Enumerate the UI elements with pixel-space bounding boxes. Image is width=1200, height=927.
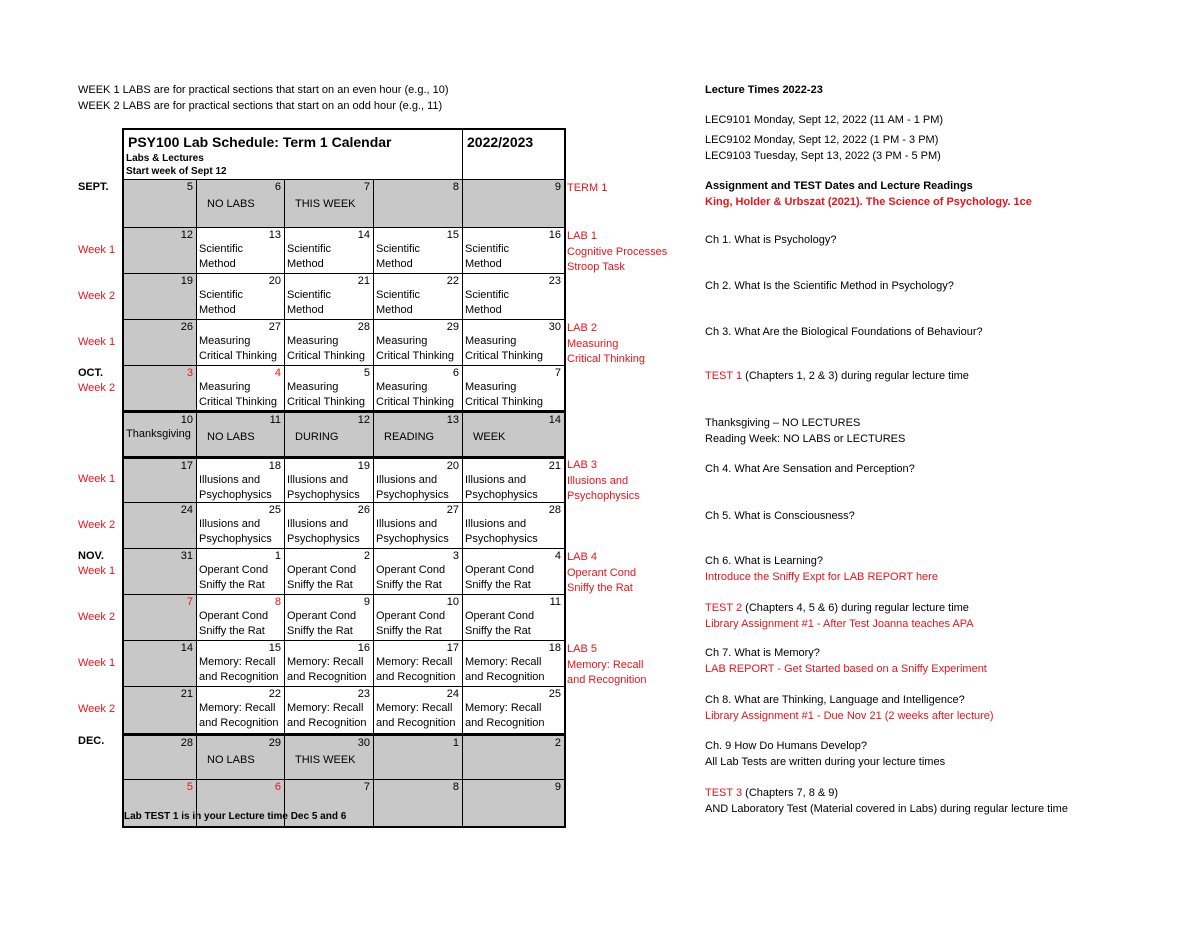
reading-text: Ch 7. What is Memory? bbox=[705, 647, 820, 659]
calendar-day-cell bbox=[374, 503, 463, 549]
calendar-day-cell bbox=[374, 366, 463, 411]
lab-label: Memory: Recall bbox=[567, 658, 644, 671]
day-number: 1 bbox=[452, 737, 459, 749]
day-activity: Operant Cond Sniffy the Rat bbox=[465, 610, 535, 637]
day-activity: Measuring Critical Thinking bbox=[465, 335, 544, 362]
day-number: 9 bbox=[554, 781, 561, 793]
day-number: 15 bbox=[268, 642, 281, 654]
day-number: 6 bbox=[274, 781, 281, 793]
day-activity: Memory: Recall and Recognition bbox=[376, 702, 456, 729]
day-activity: Measuring Critical Thinking bbox=[465, 381, 544, 408]
reading-line bbox=[705, 663, 987, 675]
reading-highlight: LAB REPORT - Get Started based on a Sniffy Experiment bbox=[705, 663, 987, 675]
week-label: Week 1 bbox=[78, 657, 116, 669]
day-number: 6 bbox=[274, 181, 281, 193]
reading-text: Ch 8. What are Thinking, Language and Intelligence? bbox=[705, 694, 965, 706]
week2-note: WEEK 2 LABS are for practical sections that start on an odd hour (e.g., 11) bbox=[78, 100, 443, 112]
day-number: 26 bbox=[357, 504, 370, 516]
day-number: 8 bbox=[452, 181, 459, 193]
reading-line bbox=[705, 370, 969, 382]
reading-line bbox=[705, 710, 994, 722]
reading-text: (Chapters 1, 2 & 3) during regular lecture time bbox=[742, 370, 969, 382]
calendar-day-cell bbox=[197, 274, 285, 320]
calendar-day-cell bbox=[463, 687, 566, 734]
day-activity: Scientific Method bbox=[287, 289, 332, 316]
calendar-day-cell bbox=[285, 641, 374, 687]
calendar-day-cell bbox=[197, 457, 285, 503]
day-number: 3 bbox=[452, 550, 459, 562]
calendar-day-cell bbox=[285, 228, 374, 274]
calendar-day-cell bbox=[285, 274, 374, 320]
calendar-day-cell bbox=[463, 320, 566, 366]
day-notice: NO LABS bbox=[207, 754, 255, 766]
reading-text: (Chapters 4, 5 & 6) during regular lecture time bbox=[742, 602, 969, 614]
calendar-day-cell bbox=[122, 366, 197, 411]
calendar-bottom-border bbox=[122, 826, 566, 828]
reading-line bbox=[705, 433, 905, 445]
day-activity: Measuring Critical Thinking bbox=[376, 335, 455, 362]
lab-label: Measuring bbox=[567, 337, 619, 350]
calendar-day-cell bbox=[122, 320, 197, 366]
calendar-day-cell bbox=[122, 180, 197, 228]
reading-highlight: TEST 3 bbox=[705, 787, 743, 799]
day-number: 28 bbox=[180, 737, 193, 749]
reading-text: (Chapters 7, 8 & 9) bbox=[742, 787, 839, 799]
day-number: 24 bbox=[180, 504, 193, 516]
calendar-day-cell bbox=[122, 641, 197, 687]
day-number: 27 bbox=[268, 321, 281, 333]
reading-text: Thanksgiving – NO LECTURES bbox=[705, 417, 861, 429]
lab-label: LAB 4 bbox=[567, 551, 597, 563]
calendar-day-cell bbox=[285, 734, 374, 780]
day-number: 18 bbox=[548, 642, 561, 654]
day-activity: Memory: Recall and Recognition bbox=[465, 656, 545, 683]
reading-text: Ch 1. What is Psychology? bbox=[705, 234, 837, 246]
week-label: Week 1 bbox=[78, 244, 116, 256]
day-number: 14 bbox=[357, 229, 370, 241]
reading-text: Ch 6. What is Learning? bbox=[705, 555, 824, 567]
day-notice: READING bbox=[384, 431, 435, 443]
reading-highlight: Library Assignment #1 - After Test Joanna teaches APA bbox=[705, 618, 974, 630]
day-number: 23 bbox=[548, 275, 561, 287]
calendar-day-cell bbox=[197, 180, 285, 228]
day-number: 8 bbox=[274, 596, 281, 608]
calendar-day-cell bbox=[197, 228, 285, 274]
day-number: 25 bbox=[548, 688, 561, 700]
calendar-day-cell bbox=[374, 641, 463, 687]
day-notice: NO LABS bbox=[207, 198, 255, 210]
day-activity: Memory: Recall and Recognition bbox=[376, 656, 456, 683]
day-number: 23 bbox=[357, 688, 370, 700]
calendar-day-cell bbox=[197, 549, 285, 595]
month-label: SEPT. bbox=[78, 181, 109, 193]
week-label: Week 2 bbox=[78, 703, 116, 715]
day-number: 18 bbox=[268, 460, 281, 472]
day-activity: Memory: Recall and Recognition bbox=[199, 656, 279, 683]
day-number: 12 bbox=[180, 229, 193, 241]
reading-highlight: Library Assignment #1 - Due Nov 21 (2 weeks after lecture) bbox=[705, 710, 994, 722]
day-activity: Operant Cond Sniffy the Rat bbox=[376, 610, 446, 637]
calendar-day-cell bbox=[122, 228, 197, 274]
reading-line bbox=[705, 647, 820, 659]
calendar-year-header bbox=[463, 128, 566, 180]
week-label: Week 1 bbox=[78, 473, 116, 485]
calendar-day-cell bbox=[463, 274, 566, 320]
lab-label: Sniffy the Rat bbox=[567, 582, 633, 594]
day-number: 7 bbox=[363, 181, 370, 193]
day-activity: Scientific Method bbox=[465, 243, 510, 270]
calendar-day-cell bbox=[285, 595, 374, 641]
day-number: 14 bbox=[548, 414, 561, 426]
day-activity: Operant Cond Sniffy the Rat bbox=[199, 564, 269, 591]
lab-label: Stroop Task bbox=[567, 261, 625, 273]
calendar-day-cell bbox=[122, 274, 197, 320]
reading-line bbox=[705, 694, 965, 706]
day-number: 15 bbox=[446, 229, 459, 241]
day-number: 25 bbox=[268, 504, 281, 516]
calendar-day-cell bbox=[374, 687, 463, 734]
day-activity: Measuring Critical Thinking bbox=[287, 335, 366, 362]
day-number: 26 bbox=[180, 321, 193, 333]
reading-text: Ch 5. What is Consciousness? bbox=[705, 510, 855, 522]
day-activity: Illusions and Psychophysics bbox=[199, 518, 272, 545]
day-number: 7 bbox=[186, 596, 193, 608]
week-label: Week 2 bbox=[78, 382, 116, 394]
day-number: 4 bbox=[274, 367, 281, 379]
day-activity: Operant Cond Sniffy the Rat bbox=[199, 610, 269, 637]
reading-line bbox=[705, 555, 823, 567]
reading-text: All Lab Tests are written during your lecture times bbox=[705, 756, 946, 768]
day-activity: Scientific Method bbox=[376, 243, 421, 270]
calendar-day-cell bbox=[463, 734, 566, 780]
lab-test-footer: Lab TEST 1 is in your Lecture time Dec 5 and 6 bbox=[124, 811, 347, 822]
reading-line bbox=[705, 510, 855, 522]
calendar-day-cell bbox=[463, 595, 566, 641]
day-number: 7 bbox=[363, 781, 370, 793]
reading-line bbox=[705, 618, 974, 630]
day-activity: Operant Cond Sniffy the Rat bbox=[465, 564, 535, 591]
day-number: 17 bbox=[446, 642, 459, 654]
day-number: 5 bbox=[363, 367, 370, 379]
calendar-day-cell bbox=[122, 411, 197, 457]
calendar-day-cell bbox=[285, 320, 374, 366]
day-number: 24 bbox=[446, 688, 459, 700]
month-label: NOV. bbox=[78, 550, 104, 562]
day-number: 8 bbox=[452, 781, 459, 793]
calendar-day-cell bbox=[463, 457, 566, 503]
day-activity: Measuring Critical Thinking bbox=[287, 381, 366, 408]
day-number: 11 bbox=[269, 414, 281, 426]
calendar-day-cell bbox=[285, 180, 374, 228]
day-activity: Illusions and Psychophysics bbox=[465, 474, 538, 501]
lab-label: Critical Thinking bbox=[567, 353, 646, 365]
reading-line bbox=[705, 602, 969, 614]
reading-text: Ch 4. What Are Sensation and Perception? bbox=[705, 463, 915, 475]
day-activity: Measuring Critical Thinking bbox=[376, 381, 455, 408]
calendar-day-cell bbox=[197, 411, 285, 457]
reading-line bbox=[705, 417, 860, 429]
day-notice: THIS WEEK bbox=[295, 198, 356, 210]
month-label: DEC. bbox=[78, 735, 105, 747]
calendar-day-cell bbox=[463, 549, 566, 595]
lab-label: and Recognition bbox=[567, 674, 647, 686]
day-number: 19 bbox=[357, 460, 370, 472]
calendar-day-cell bbox=[374, 457, 463, 503]
calendar-day-cell bbox=[374, 411, 463, 457]
calendar-day-cell bbox=[463, 366, 566, 411]
day-activity: Illusions and Psychophysics bbox=[287, 474, 360, 501]
week-label: Week 2 bbox=[78, 290, 116, 302]
week-label: Week 2 bbox=[78, 611, 116, 623]
day-activity: Scientific Method bbox=[199, 289, 244, 316]
day-number: 28 bbox=[357, 321, 370, 333]
day-number: 29 bbox=[268, 737, 281, 749]
calendar-day-cell bbox=[122, 503, 197, 549]
readings-heading: Assignment and TEST Dates and Lecture Readings bbox=[705, 180, 973, 192]
lab-schedule-calendar bbox=[122, 128, 566, 828]
day-activity: Scientific Method bbox=[465, 289, 510, 316]
calendar-day-cell bbox=[374, 274, 463, 320]
calendar-day-cell bbox=[374, 780, 463, 828]
day-number: 17 bbox=[180, 460, 193, 472]
day-activity: Measuring Critical Thinking bbox=[199, 381, 278, 408]
day-number: 29 bbox=[446, 321, 459, 333]
calendar-day-cell bbox=[122, 457, 197, 503]
day-number: 19 bbox=[180, 275, 193, 287]
day-activity: Operant Cond Sniffy the Rat bbox=[287, 610, 357, 637]
day-number: 2 bbox=[554, 737, 561, 749]
calendar-title: PSY100 Lab Schedule: Term 1 Calendar bbox=[128, 134, 392, 150]
reading-line bbox=[705, 571, 938, 583]
reading-line bbox=[705, 803, 1068, 815]
day-notice: DURING bbox=[295, 431, 339, 443]
lab-label: LAB 5 bbox=[567, 643, 597, 655]
day-number: 31 bbox=[180, 550, 193, 562]
day-number: 20 bbox=[446, 460, 459, 472]
day-number: 10 bbox=[180, 414, 193, 426]
reading-highlight: TEST 2 bbox=[705, 602, 743, 614]
day-number: 21 bbox=[548, 460, 561, 472]
day-number: 2 bbox=[363, 550, 370, 562]
reading-text: Ch. 9 How Do Humans Develop? bbox=[705, 740, 868, 752]
day-activity: Memory: Recall and Recognition bbox=[287, 656, 367, 683]
calendar-day-cell bbox=[463, 180, 566, 228]
calendar-day-cell bbox=[285, 687, 374, 734]
week-label: Week 1 bbox=[78, 336, 116, 348]
day-number: 20 bbox=[268, 275, 281, 287]
textbook-reference: King, Holder & Urbszat (2021). The Science of Psychology. 1ce bbox=[705, 196, 1032, 208]
day-notice: WEEK bbox=[473, 431, 506, 443]
calendar-day-cell bbox=[285, 411, 374, 457]
lab-label: Illusions and bbox=[567, 474, 629, 487]
calendar-day-cell bbox=[463, 780, 566, 828]
lecture-time: LEC9102 Monday, Sept 12, 2022 (1 PM - 3 PM) bbox=[705, 134, 939, 146]
reading-line bbox=[705, 787, 838, 799]
reading-line bbox=[705, 234, 836, 246]
calendar-day-cell bbox=[197, 503, 285, 549]
day-activity: Memory: Recall and Recognition bbox=[465, 702, 545, 729]
day-number: 13 bbox=[446, 414, 459, 426]
day-activity: Illusions and Psychophysics bbox=[287, 518, 360, 545]
calendar-day-cell bbox=[285, 549, 374, 595]
lab-label: LAB 1 bbox=[567, 230, 597, 242]
day-number: 22 bbox=[446, 275, 459, 287]
calendar-day-cell bbox=[197, 734, 285, 780]
day-number: 9 bbox=[554, 181, 561, 193]
reading-text: Ch 3. What Are the Biological Foundations of Behaviour? bbox=[705, 326, 983, 338]
lecture-times-heading: Lecture Times 2022-23 bbox=[705, 84, 823, 96]
day-activity: Memory: Recall and Recognition bbox=[199, 702, 279, 729]
reading-text: Ch 2. What Is the Scientific Method in Psychology? bbox=[705, 280, 954, 292]
day-activity: Operant Cond Sniffy the Rat bbox=[287, 564, 357, 591]
reading-highlight: Introduce the Sniffy Expt for LAB REPORT here bbox=[705, 571, 938, 583]
calendar-year: 2022/2023 bbox=[467, 134, 534, 150]
day-number: 16 bbox=[548, 229, 561, 241]
day-number: 11 bbox=[549, 596, 561, 608]
calendar-day-cell bbox=[197, 595, 285, 641]
calendar-day-cell bbox=[374, 180, 463, 228]
month-label: OCT. bbox=[78, 367, 104, 379]
calendar-day-cell bbox=[463, 641, 566, 687]
reading-line bbox=[705, 326, 983, 338]
day-number: 28 bbox=[548, 504, 561, 516]
calendar-day-cell bbox=[374, 595, 463, 641]
lab-label: Psychophysics bbox=[567, 490, 640, 502]
day-number: 6 bbox=[452, 367, 459, 379]
reading-text: AND Laboratory Test (Material covered in Labs) during regular lecture time bbox=[705, 803, 1068, 815]
lab-label: LAB 3 bbox=[567, 459, 597, 471]
calendar-day-cell bbox=[197, 320, 285, 366]
calendar-day-cell bbox=[374, 549, 463, 595]
calendar-day-cell bbox=[197, 687, 285, 734]
day-number: 5 bbox=[186, 781, 193, 793]
day-number: 4 bbox=[554, 550, 561, 562]
calendar-subtitle-2: Start week of Sept 12 bbox=[126, 166, 227, 177]
reading-text: Reading Week: NO LABS or LECTURES bbox=[705, 433, 906, 445]
week1-note: WEEK 1 LABS are for practical sections that start on an even hour (e.g., 10) bbox=[78, 84, 449, 96]
day-number: 13 bbox=[268, 229, 281, 241]
day-number: 14 bbox=[180, 642, 193, 654]
day-number: 27 bbox=[446, 504, 459, 516]
lecture-time: LEC9101 Monday, Sept 12, 2022 (11 AM - 1 PM) bbox=[705, 114, 944, 126]
calendar-day-cell bbox=[285, 457, 374, 503]
day-number: 12 bbox=[357, 414, 370, 426]
week-label: Week 1 bbox=[78, 565, 116, 577]
week-label: Week 2 bbox=[78, 519, 116, 531]
day-activity: Illusions and Psychophysics bbox=[376, 474, 449, 501]
calendar-day-cell bbox=[374, 734, 463, 780]
calendar-header bbox=[122, 128, 463, 180]
reading-highlight: TEST 1 bbox=[705, 370, 743, 382]
calendar-day-cell bbox=[463, 503, 566, 549]
lecture-time: LEC9103 Tuesday, Sept 13, 2022 (3 PM - 5 PM) bbox=[705, 150, 941, 162]
day-activity: Scientific Method bbox=[199, 243, 244, 270]
day-number: 30 bbox=[357, 737, 370, 749]
day-number: 7 bbox=[554, 367, 561, 379]
lab-label: TERM 1 bbox=[567, 182, 608, 194]
calendar-day-cell bbox=[374, 228, 463, 274]
day-number: 21 bbox=[180, 688, 193, 700]
day-notice: THIS WEEK bbox=[295, 754, 356, 766]
reading-line bbox=[705, 756, 945, 768]
calendar-day-cell bbox=[122, 595, 197, 641]
calendar-day-cell bbox=[197, 641, 285, 687]
reading-line bbox=[705, 463, 915, 475]
calendar-day-cell bbox=[122, 549, 197, 595]
day-activity: Illusions and Psychophysics bbox=[199, 474, 272, 501]
day-number: 1 bbox=[274, 550, 281, 562]
calendar-subtitle-1: Labs & Lectures bbox=[126, 153, 204, 164]
day-number: 5 bbox=[186, 181, 193, 193]
day-number: 10 bbox=[446, 596, 459, 608]
calendar-day-cell bbox=[122, 687, 197, 734]
day-number: 21 bbox=[357, 275, 370, 287]
day-activity: Measuring Critical Thinking bbox=[199, 335, 278, 362]
calendar-day-cell bbox=[285, 366, 374, 411]
day-activity: Scientific Method bbox=[287, 243, 332, 270]
calendar-day-cell bbox=[463, 228, 566, 274]
day-activity: Illusions and Psychophysics bbox=[376, 518, 449, 545]
calendar-day-cell bbox=[285, 503, 374, 549]
calendar-day-cell bbox=[374, 320, 463, 366]
lab-label: LAB 2 bbox=[567, 322, 597, 334]
day-activity: Illusions and Psychophysics bbox=[465, 518, 538, 545]
day-activity: Operant Cond Sniffy the Rat bbox=[376, 564, 446, 591]
calendar-day-cell bbox=[197, 366, 285, 411]
day-activity: Memory: Recall and Recognition bbox=[287, 702, 367, 729]
reading-line bbox=[705, 740, 867, 752]
day-number: 22 bbox=[268, 688, 281, 700]
calendar-day-cell bbox=[122, 734, 197, 780]
reading-line bbox=[705, 280, 954, 292]
lab-label: Cognitive Processes bbox=[567, 245, 668, 258]
day-notice: NO LABS bbox=[207, 431, 255, 443]
calendar-day-cell bbox=[463, 411, 566, 457]
day-number: 3 bbox=[186, 367, 193, 379]
day-activity: Thanksgiving bbox=[126, 428, 191, 440]
day-activity: Scientific Method bbox=[376, 289, 421, 316]
lab-label: Operant Cond bbox=[567, 566, 637, 579]
day-number: 9 bbox=[363, 596, 370, 608]
day-number: 30 bbox=[548, 321, 561, 333]
day-number: 16 bbox=[357, 642, 370, 654]
